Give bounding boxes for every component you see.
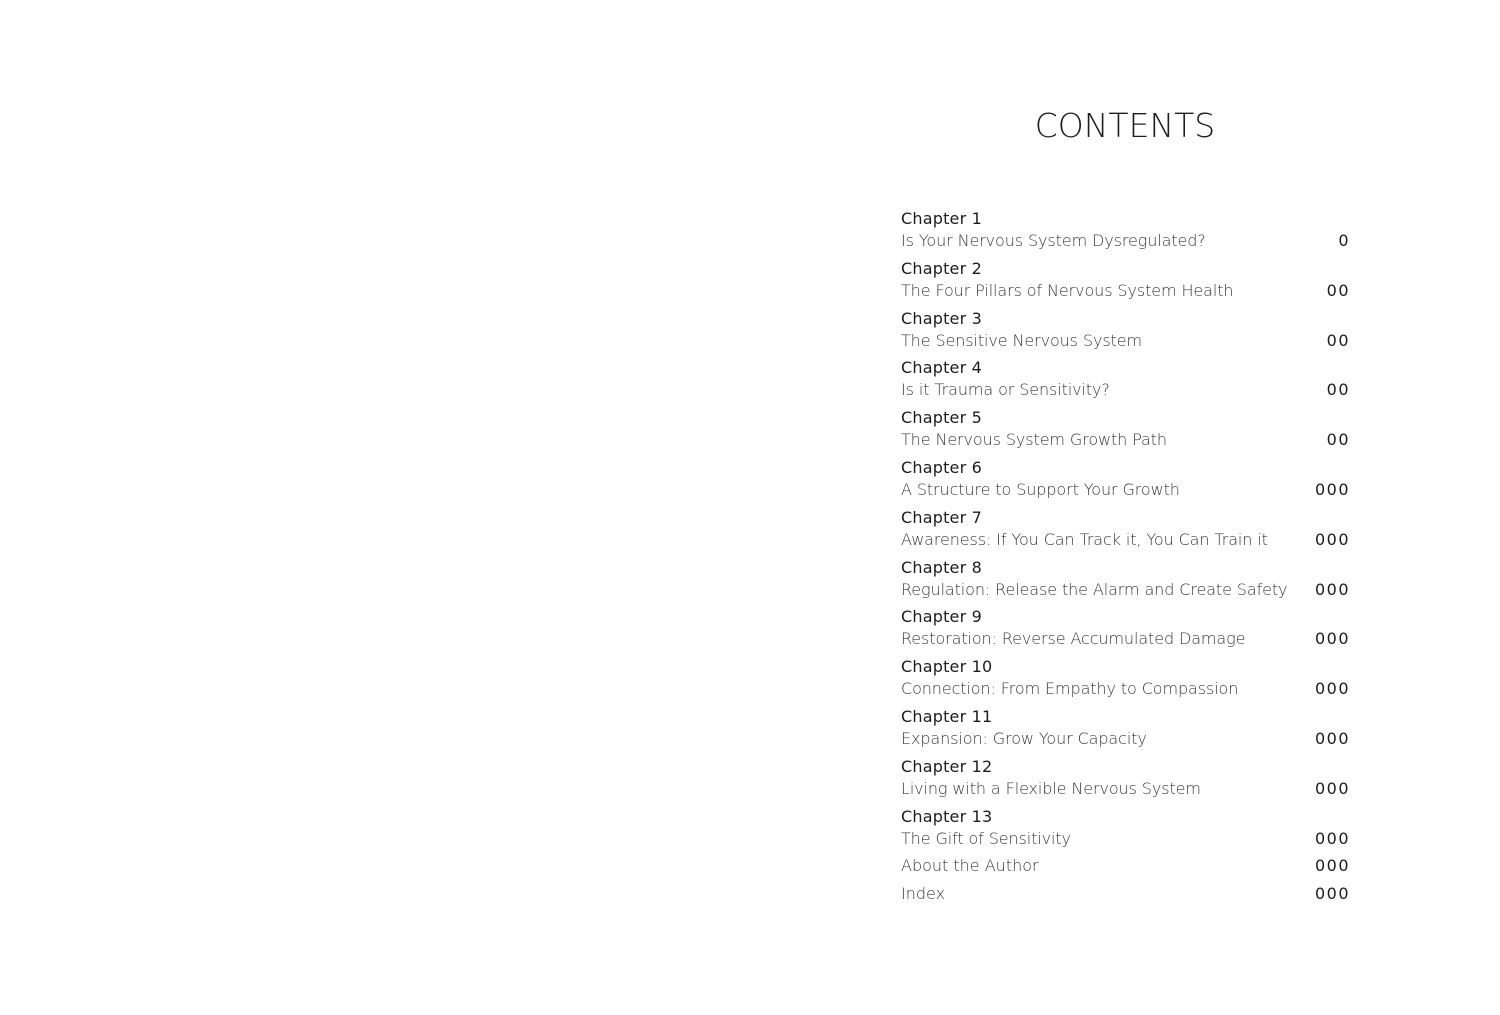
chapter-title: The Sensitive Nervous System	[901, 330, 1142, 350]
chapter-title: Connection: From Empathy to Compassion	[901, 679, 1239, 699]
chapter-label: Chapter 9	[901, 607, 983, 627]
toc-entry-chapter-2[interactable]	[901, 257, 1350, 307]
page-number: 00	[1326, 380, 1350, 400]
page-number: 000	[1314, 884, 1350, 904]
page-number: 000	[1314, 728, 1350, 748]
toc-entry-chapter-10[interactable]	[901, 655, 1350, 705]
page-number: 000	[1314, 629, 1350, 649]
chapter-label: Chapter 6	[901, 457, 983, 477]
chapter-label: Chapter 7	[901, 507, 983, 527]
toc-entry-index[interactable]	[901, 882, 1350, 910]
toc-entry-chapter-7[interactable]	[901, 506, 1350, 556]
page-number: 000	[1314, 579, 1350, 599]
chapter-title: Living with a Flexible Nervous System	[901, 778, 1201, 798]
toc-entry-chapter-1[interactable]	[901, 207, 1350, 257]
toc-entry-chapter-4[interactable]	[901, 356, 1350, 406]
chapter-label: Chapter 2	[901, 258, 983, 278]
chapter-label: Chapter 13	[901, 806, 993, 826]
chapter-label: Chapter 12	[901, 756, 993, 776]
toc-entry-chapter-8[interactable]	[901, 556, 1350, 606]
chapter-title: The Four Pillars of Nervous System Health	[901, 280, 1234, 300]
chapter-title: Is it Trauma or Sensitivity?	[901, 380, 1110, 400]
page-number: 000	[1314, 529, 1350, 549]
chapter-title: Awareness: If You Can Track it, You Can Train it	[901, 529, 1268, 549]
chapter-label: Chapter 10	[901, 657, 993, 677]
entry-title: Index	[901, 884, 946, 904]
chapter-title: Is Your Nervous System Dysregulated?	[901, 231, 1206, 250]
chapter-title: Restoration: Reverse Accumulated Damage	[901, 629, 1246, 649]
page-number: 00	[1326, 430, 1350, 450]
chapter-title: Regulation: Release the Alarm and Create Safety	[901, 579, 1288, 599]
toc-entry-about-the-author[interactable]	[901, 854, 1350, 882]
chapter-title: The Nervous System Growth Path	[901, 430, 1167, 450]
chapter-label: Chapter 4	[901, 358, 983, 378]
contents-page	[750, 0, 1500, 1015]
page-title: CONTENTS	[1034, 106, 1216, 145]
page-number: 00	[1326, 280, 1350, 300]
chapter-label: Chapter 5	[901, 408, 983, 428]
chapter-label: Chapter 1	[901, 209, 983, 228]
chapter-label: Chapter 3	[901, 308, 983, 328]
toc-entry-chapter-3[interactable]	[901, 307, 1350, 357]
page-number: 000	[1314, 778, 1350, 798]
page-number: 000	[1314, 828, 1350, 848]
toc-entry-chapter-6[interactable]	[901, 456, 1350, 506]
chapter-title: Expansion: Grow Your Capacity	[901, 728, 1147, 748]
chapter-label: Chapter 11	[901, 706, 993, 726]
table-of-contents	[901, 207, 1350, 910]
toc-entry-chapter-11[interactable]	[901, 705, 1350, 755]
chapter-title: The Gift of Sensitivity	[901, 828, 1071, 848]
toc-entry-chapter-12[interactable]	[901, 755, 1350, 805]
toc-entry-chapter-5[interactable]	[901, 406, 1350, 456]
page-number: 0	[1338, 231, 1350, 250]
page-number: 00	[1326, 330, 1350, 350]
page-number: 000	[1314, 679, 1350, 699]
chapter-title: A Structure to Support Your Growth	[901, 479, 1180, 499]
toc-entry-chapter-13[interactable]	[901, 805, 1350, 855]
toc-entry-chapter-9[interactable]	[901, 605, 1350, 655]
page-number: 000	[1314, 479, 1350, 499]
page-number: 000	[1314, 856, 1350, 876]
entry-title: About the Author	[901, 856, 1039, 876]
chapter-label: Chapter 8	[901, 557, 983, 577]
